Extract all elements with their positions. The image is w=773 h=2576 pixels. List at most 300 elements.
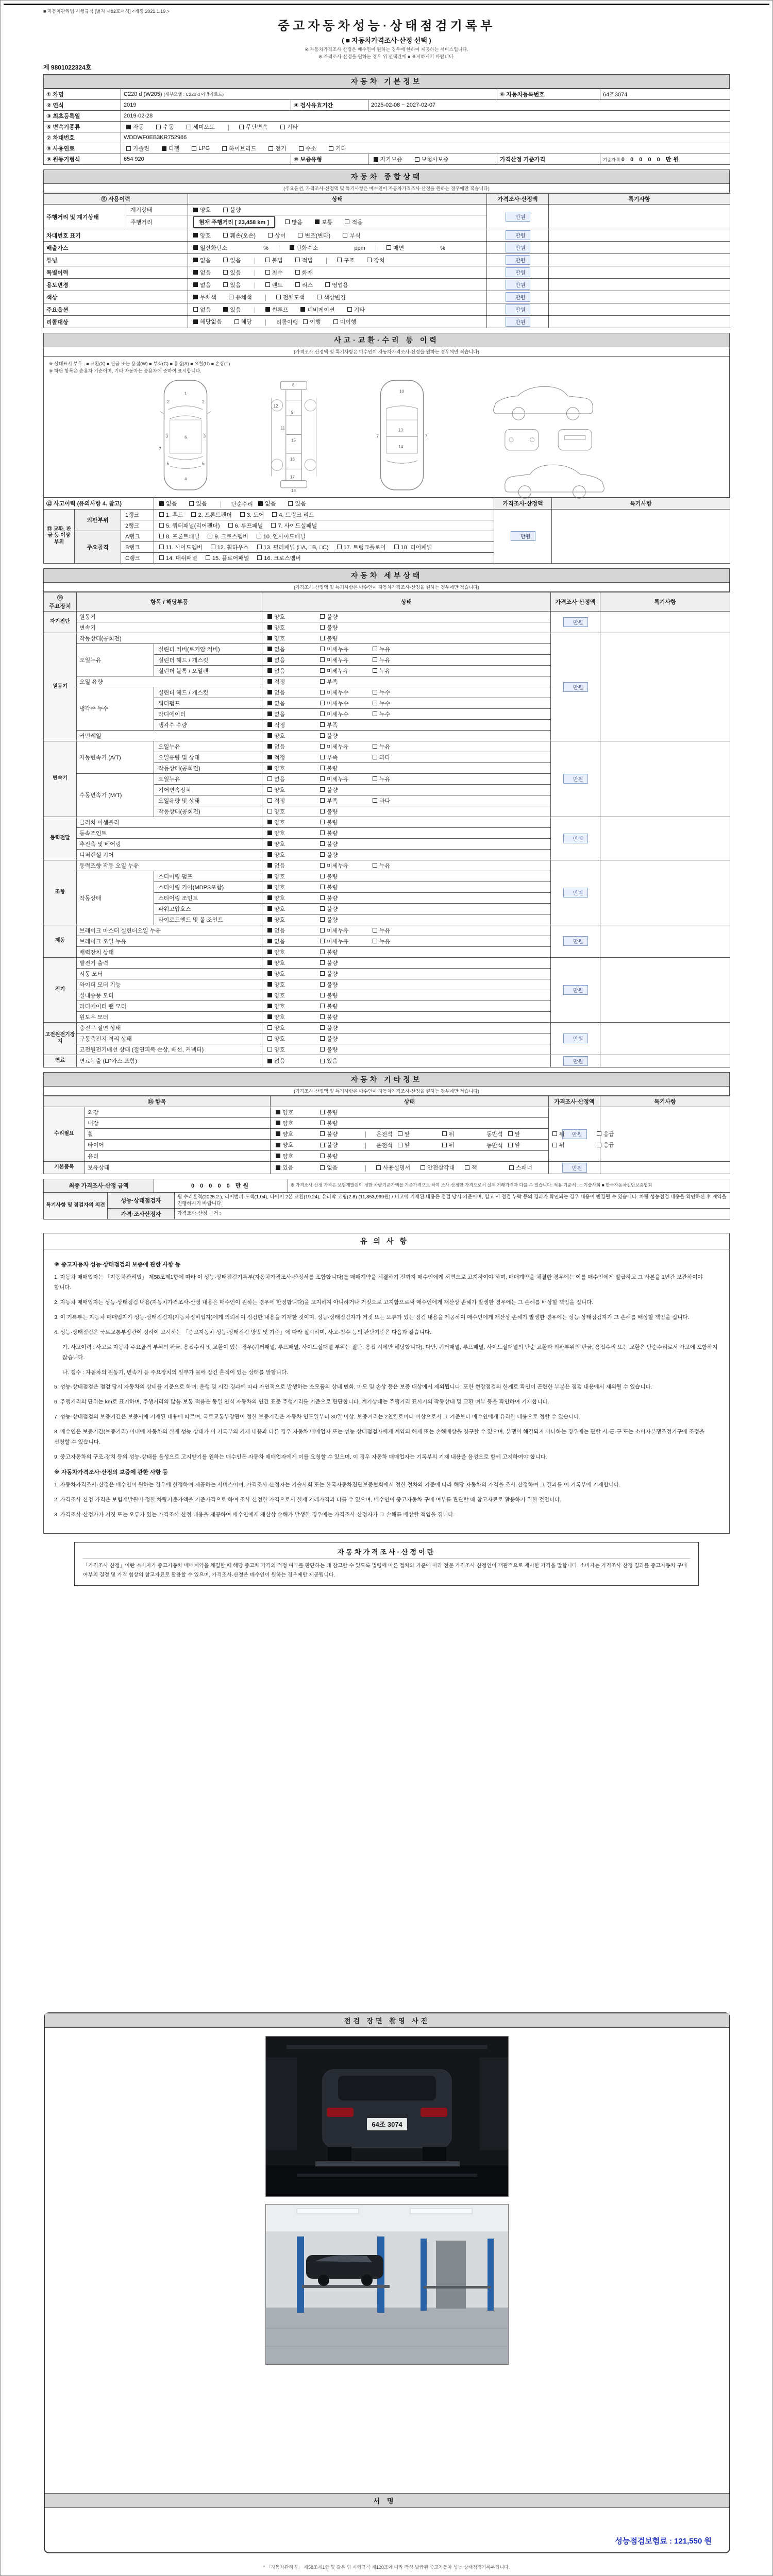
option[interactable] — [193, 306, 211, 314]
option[interactable] — [298, 231, 330, 240]
checkbox-icon[interactable] — [317, 295, 322, 299]
checkbox-icon[interactable] — [320, 1121, 325, 1125]
option[interactable] — [320, 937, 373, 945]
option[interactable] — [320, 613, 373, 621]
checkbox-icon[interactable] — [320, 971, 325, 976]
checkbox-icon[interactable] — [320, 1143, 325, 1147]
checkbox-icon[interactable] — [300, 307, 305, 312]
option[interactable] — [325, 281, 348, 289]
option[interactable] — [285, 218, 303, 226]
option[interactable] — [320, 1163, 364, 1172]
option[interactable] — [276, 1152, 320, 1160]
option[interactable] — [320, 991, 373, 999]
checkbox-icon[interactable] — [315, 219, 320, 224]
checkbox-icon[interactable] — [193, 295, 198, 299]
checkbox-icon[interactable] — [257, 555, 262, 560]
checkbox-icon[interactable] — [320, 1165, 325, 1170]
price-field[interactable]: 만원 — [562, 1163, 587, 1173]
option[interactable] — [223, 206, 241, 214]
option[interactable] — [415, 155, 449, 163]
checkbox-icon[interactable] — [320, 636, 325, 640]
checkbox-icon[interactable] — [373, 647, 377, 651]
checkbox-icon[interactable] — [394, 545, 399, 549]
option[interactable] — [320, 894, 373, 902]
option[interactable] — [320, 840, 373, 848]
option[interactable] — [320, 753, 373, 761]
price-field[interactable]: 만원 — [563, 985, 588, 995]
option[interactable] — [280, 123, 298, 131]
checkbox-icon[interactable] — [257, 534, 261, 538]
option[interactable] — [320, 645, 373, 653]
checkbox-icon[interactable] — [265, 258, 270, 262]
option[interactable] — [276, 1141, 320, 1149]
checkbox-icon[interactable] — [337, 258, 342, 262]
checkbox-icon[interactable] — [320, 1154, 325, 1158]
option[interactable] — [267, 753, 320, 761]
option[interactable] — [267, 1057, 320, 1065]
checkbox-icon[interactable] — [421, 1165, 425, 1170]
checkbox-icon[interactable] — [223, 233, 228, 238]
checkbox-icon[interactable] — [465, 1165, 469, 1170]
checkbox-icon[interactable] — [193, 282, 198, 287]
option[interactable] — [320, 1057, 373, 1065]
option[interactable] — [320, 688, 373, 697]
option[interactable] — [320, 1108, 364, 1116]
option[interactable] — [267, 991, 320, 999]
checkbox-icon[interactable] — [193, 258, 198, 262]
checkbox-icon[interactable] — [240, 512, 245, 517]
option[interactable] — [320, 775, 373, 783]
checkbox-icon[interactable] — [320, 766, 325, 770]
option[interactable] — [320, 1152, 364, 1160]
option[interactable] — [320, 667, 373, 675]
checkbox-icon[interactable] — [373, 657, 377, 662]
option[interactable] — [315, 218, 332, 226]
option[interactable] — [320, 807, 373, 816]
checkbox-icon[interactable] — [267, 841, 272, 846]
price-field[interactable]: 만원 — [563, 936, 588, 946]
checkbox-icon[interactable] — [267, 885, 272, 889]
option[interactable] — [320, 710, 373, 718]
checkbox-icon[interactable] — [320, 625, 325, 630]
option[interactable] — [374, 155, 402, 163]
option[interactable] — [320, 1141, 364, 1149]
checkbox-icon[interactable] — [373, 711, 377, 716]
checkbox-icon[interactable] — [267, 852, 272, 857]
option[interactable] — [189, 499, 207, 507]
option[interactable] — [156, 123, 174, 131]
option[interactable] — [373, 742, 425, 751]
checkbox-icon[interactable] — [193, 233, 198, 238]
option[interactable] — [320, 872, 373, 880]
checkbox-icon[interactable] — [267, 863, 272, 868]
option[interactable] — [320, 948, 373, 956]
option[interactable] — [442, 1130, 486, 1138]
option[interactable] — [290, 244, 318, 252]
option[interactable] — [267, 818, 320, 826]
checkbox-icon[interactable] — [415, 157, 419, 162]
price-field[interactable]: 만원 — [506, 243, 530, 252]
option[interactable] — [267, 1013, 320, 1021]
checkbox-icon[interactable] — [320, 1110, 325, 1114]
checkbox-icon[interactable] — [193, 270, 198, 275]
checkbox-icon[interactable] — [267, 668, 272, 673]
panel-option[interactable] — [257, 543, 329, 551]
option[interactable] — [320, 1119, 364, 1127]
option[interactable] — [267, 656, 320, 664]
option[interactable] — [265, 268, 283, 277]
option[interactable] — [267, 829, 320, 837]
checkbox-icon[interactable] — [337, 545, 342, 549]
panel-option[interactable] — [159, 543, 203, 551]
option[interactable] — [367, 256, 384, 264]
option[interactable] — [265, 256, 283, 264]
price-field[interactable]: 만원 — [506, 230, 530, 240]
option[interactable] — [373, 688, 425, 697]
checkbox-icon[interactable] — [320, 787, 325, 792]
price-survey-select[interactable]: ( ■ 자동차가격조사·산정 선택 ) — [342, 37, 431, 44]
option[interactable] — [239, 123, 268, 131]
option[interactable] — [320, 742, 373, 751]
checkbox-icon[interactable] — [193, 245, 198, 250]
panel-option[interactable] — [191, 511, 231, 519]
option[interactable] — [320, 959, 373, 967]
checkbox-icon[interactable] — [320, 679, 325, 684]
checkbox-icon[interactable] — [398, 1131, 402, 1136]
checkbox-icon[interactable] — [320, 668, 325, 673]
option[interactable] — [267, 742, 320, 751]
option[interactable] — [320, 980, 373, 989]
option[interactable] — [267, 645, 320, 653]
option[interactable] — [223, 281, 241, 289]
option[interactable] — [193, 268, 211, 277]
option[interactable] — [267, 1024, 320, 1032]
option[interactable] — [193, 281, 211, 289]
checkbox-icon[interactable] — [267, 744, 272, 749]
checkbox-icon[interactable] — [552, 1131, 557, 1136]
checkbox-icon[interactable] — [329, 146, 333, 151]
checkbox-icon[interactable] — [320, 755, 325, 759]
option[interactable] — [234, 317, 252, 326]
option[interactable] — [193, 256, 211, 264]
checkbox-icon[interactable] — [442, 1131, 447, 1136]
checkbox-icon[interactable] — [229, 295, 233, 299]
checkbox-icon[interactable] — [320, 993, 325, 997]
checkbox-icon[interactable] — [552, 1143, 557, 1147]
checkbox-icon[interactable] — [276, 1143, 280, 1147]
checkbox-icon[interactable] — [265, 282, 270, 287]
option[interactable] — [267, 775, 320, 783]
checkbox-icon[interactable] — [288, 501, 293, 506]
checkbox-icon[interactable] — [320, 1047, 325, 1052]
checkbox-icon[interactable] — [267, 960, 272, 965]
checkbox-icon[interactable] — [373, 690, 377, 694]
option[interactable] — [268, 231, 285, 240]
option[interactable] — [373, 645, 425, 653]
option[interactable] — [320, 861, 373, 870]
checkbox-icon[interactable] — [267, 657, 272, 662]
option[interactable] — [267, 710, 320, 718]
checkbox-icon[interactable] — [267, 733, 272, 738]
panel-option[interactable] — [240, 511, 264, 519]
checkbox-icon[interactable] — [223, 307, 228, 312]
checkbox-icon[interactable] — [267, 950, 272, 954]
option[interactable] — [267, 872, 320, 880]
option[interactable] — [320, 1045, 373, 1054]
price-field[interactable]: 만원 — [563, 834, 588, 843]
option[interactable] — [267, 916, 320, 924]
option[interactable] — [267, 796, 320, 805]
checkbox-icon[interactable] — [320, 841, 325, 846]
price-field[interactable]: 만원 — [563, 617, 588, 627]
checkbox-icon[interactable] — [265, 270, 270, 275]
option[interactable] — [267, 948, 320, 956]
checkbox-icon[interactable] — [320, 647, 325, 651]
checkbox-icon[interactable] — [239, 125, 244, 129]
option[interactable] — [193, 244, 227, 252]
checkbox-icon[interactable] — [367, 258, 372, 262]
option[interactable] — [337, 256, 355, 264]
option[interactable] — [159, 499, 177, 507]
option[interactable] — [267, 959, 320, 967]
checkbox-icon[interactable] — [159, 523, 164, 528]
checkbox-icon[interactable] — [189, 501, 194, 506]
checkbox-icon[interactable] — [267, 982, 272, 987]
checkbox-icon[interactable] — [267, 711, 272, 716]
option[interactable] — [268, 144, 286, 152]
checkbox-icon[interactable] — [267, 798, 272, 803]
checkbox-icon[interactable] — [276, 1121, 280, 1125]
checkbox-icon[interactable] — [267, 1059, 272, 1063]
checkbox-icon[interactable] — [268, 233, 273, 238]
price-field[interactable]: 만원 — [506, 212, 530, 222]
checkbox-icon[interactable] — [376, 1165, 381, 1170]
checkbox-icon[interactable] — [267, 1036, 272, 1041]
checkbox-icon[interactable] — [126, 125, 131, 129]
option[interactable] — [267, 926, 320, 935]
option[interactable] — [299, 144, 316, 152]
option[interactable] — [303, 317, 321, 326]
checkbox-icon[interactable] — [267, 647, 272, 651]
price-field[interactable]: 만원 — [506, 317, 530, 327]
checkbox-icon[interactable] — [271, 523, 276, 528]
checkbox-icon[interactable] — [159, 545, 164, 549]
checkbox-icon[interactable] — [267, 906, 272, 911]
price-field[interactable]: 만원 — [506, 304, 530, 314]
checkbox-icon[interactable] — [267, 766, 272, 770]
option[interactable] — [373, 861, 425, 870]
option[interactable] — [320, 721, 373, 729]
option[interactable] — [267, 634, 320, 642]
price-field[interactable]: 만원 — [563, 774, 588, 784]
option[interactable] — [193, 231, 211, 240]
option[interactable] — [267, 861, 320, 870]
panel-option[interactable] — [159, 554, 197, 562]
option[interactable] — [508, 1130, 552, 1138]
checkbox-icon[interactable] — [267, 939, 272, 943]
signature-area[interactable] — [45, 2508, 729, 2552]
checkbox-icon[interactable] — [193, 208, 198, 212]
checkbox-icon[interactable] — [298, 233, 303, 238]
price-field[interactable]: 만원 — [563, 888, 588, 897]
option[interactable] — [373, 937, 425, 945]
option[interactable] — [347, 306, 365, 314]
checkbox-icon[interactable] — [373, 776, 377, 781]
checkbox-icon[interactable] — [320, 950, 325, 954]
checkbox-icon[interactable] — [276, 1131, 280, 1136]
checkbox-icon[interactable] — [295, 282, 300, 287]
option[interactable] — [320, 623, 373, 632]
option[interactable] — [267, 980, 320, 989]
checkbox-icon[interactable] — [267, 971, 272, 976]
option[interactable] — [267, 786, 320, 794]
checkbox-icon[interactable] — [320, 1036, 325, 1041]
checkbox-icon[interactable] — [193, 307, 198, 312]
option[interactable] — [295, 281, 313, 289]
checkbox-icon[interactable] — [276, 295, 281, 299]
checkbox-icon[interactable] — [295, 270, 300, 275]
option[interactable] — [193, 317, 222, 326]
checkbox-icon[interactable] — [156, 125, 161, 129]
option[interactable] — [267, 840, 320, 848]
price-field[interactable]: 만원 — [506, 280, 530, 290]
option[interactable] — [552, 1141, 597, 1149]
checkbox-icon[interactable] — [267, 1014, 272, 1019]
checkbox-icon[interactable] — [126, 146, 131, 151]
checkbox-icon[interactable] — [191, 512, 196, 517]
checkbox-icon[interactable] — [373, 701, 377, 705]
panel-option[interactable] — [228, 521, 263, 530]
checkbox-icon[interactable] — [223, 282, 228, 287]
checkbox-icon[interactable] — [320, 852, 325, 857]
checkbox-icon[interactable] — [320, 776, 325, 781]
checkbox-icon[interactable] — [325, 282, 330, 287]
checkbox-icon[interactable] — [320, 982, 325, 987]
option[interactable] — [295, 268, 313, 277]
option[interactable] — [373, 710, 425, 718]
checkbox-icon[interactable] — [267, 776, 272, 781]
checkbox-icon[interactable] — [299, 146, 304, 151]
option[interactable] — [276, 293, 305, 301]
checkbox-icon[interactable] — [267, 809, 272, 814]
checkbox-icon[interactable] — [386, 245, 391, 250]
option[interactable] — [295, 256, 313, 264]
checkbox-icon[interactable] — [320, 1059, 325, 1063]
checkbox-icon[interactable] — [267, 722, 272, 727]
option[interactable] — [267, 1002, 320, 1010]
checkbox-icon[interactable] — [267, 895, 272, 900]
checkbox-icon[interactable] — [303, 319, 308, 324]
checkbox-icon[interactable] — [320, 917, 325, 922]
checkbox-icon[interactable] — [373, 798, 377, 803]
option[interactable] — [267, 732, 320, 740]
price-field[interactable]: 만원 — [506, 255, 530, 265]
checkbox-icon[interactable] — [206, 555, 210, 560]
checkbox-icon[interactable] — [374, 157, 378, 162]
option[interactable] — [373, 926, 425, 935]
checkbox-icon[interactable] — [192, 146, 196, 151]
checkbox-icon[interactable] — [208, 534, 212, 538]
checkbox-icon[interactable] — [343, 233, 347, 238]
checkbox-icon[interactable] — [267, 701, 272, 705]
option[interactable] — [421, 1163, 465, 1172]
checkbox-icon[interactable] — [333, 319, 338, 324]
checkbox-icon[interactable] — [320, 1004, 325, 1008]
checkbox-icon[interactable] — [398, 1143, 402, 1147]
panel-option[interactable] — [211, 543, 249, 551]
panel-option[interactable] — [159, 532, 199, 540]
option[interactable] — [320, 796, 373, 805]
option[interactable] — [320, 818, 373, 826]
option[interactable] — [320, 905, 373, 913]
option[interactable] — [373, 656, 425, 664]
checkbox-icon[interactable] — [222, 146, 227, 151]
option[interactable] — [267, 1035, 320, 1043]
checkbox-icon[interactable] — [320, 614, 325, 619]
checkbox-icon[interactable] — [320, 1014, 325, 1019]
checkbox-icon[interactable] — [320, 744, 325, 749]
option[interactable] — [267, 667, 320, 675]
option[interactable] — [317, 293, 346, 301]
panel-option[interactable] — [159, 511, 183, 519]
checkbox-icon[interactable] — [159, 534, 164, 538]
checkbox-icon[interactable] — [373, 668, 377, 673]
option[interactable] — [267, 905, 320, 913]
option[interactable] — [320, 786, 373, 794]
price-field[interactable]: 만원 — [506, 267, 530, 277]
option[interactable] — [320, 634, 373, 642]
option[interactable] — [508, 1141, 552, 1149]
checkbox-icon[interactable] — [267, 679, 272, 684]
option[interactable] — [597, 1130, 641, 1138]
panel-option[interactable] — [271, 521, 317, 530]
checkbox-icon[interactable] — [320, 722, 325, 727]
option[interactable] — [223, 256, 241, 264]
option[interactable] — [193, 293, 216, 301]
checkbox-icon[interactable] — [267, 928, 272, 933]
checkbox-icon[interactable] — [509, 1165, 514, 1170]
option[interactable] — [398, 1130, 442, 1138]
final-price-value[interactable]: 0 0 0 0 0 만원 — [154, 1179, 288, 1192]
option[interactable] — [267, 851, 320, 859]
option[interactable] — [320, 1013, 373, 1021]
option[interactable] — [320, 677, 373, 686]
option[interactable] — [320, 699, 373, 707]
checkbox-icon[interactable] — [373, 939, 377, 943]
checkbox-icon[interactable] — [285, 219, 290, 224]
checkbox-icon[interactable] — [228, 523, 233, 528]
checkbox-icon[interactable] — [267, 690, 272, 694]
option[interactable] — [320, 926, 373, 935]
checkbox-icon[interactable] — [320, 885, 325, 889]
panel-option[interactable] — [257, 532, 306, 540]
panel-option[interactable] — [272, 511, 314, 519]
checkbox-icon[interactable] — [508, 1143, 513, 1147]
checkbox-icon[interactable] — [347, 307, 352, 312]
price-field[interactable]: 만원 — [511, 531, 535, 541]
option[interactable] — [223, 306, 241, 314]
option[interactable] — [343, 231, 360, 240]
panel-option[interactable] — [159, 521, 220, 530]
checkbox-icon[interactable] — [320, 939, 325, 943]
option[interactable] — [509, 1163, 553, 1172]
option[interactable] — [267, 721, 320, 729]
option[interactable] — [386, 244, 404, 252]
panel-option[interactable] — [206, 554, 249, 562]
checkbox-icon[interactable] — [268, 146, 273, 151]
panel-option[interactable] — [394, 543, 432, 551]
option[interactable] — [288, 499, 306, 507]
